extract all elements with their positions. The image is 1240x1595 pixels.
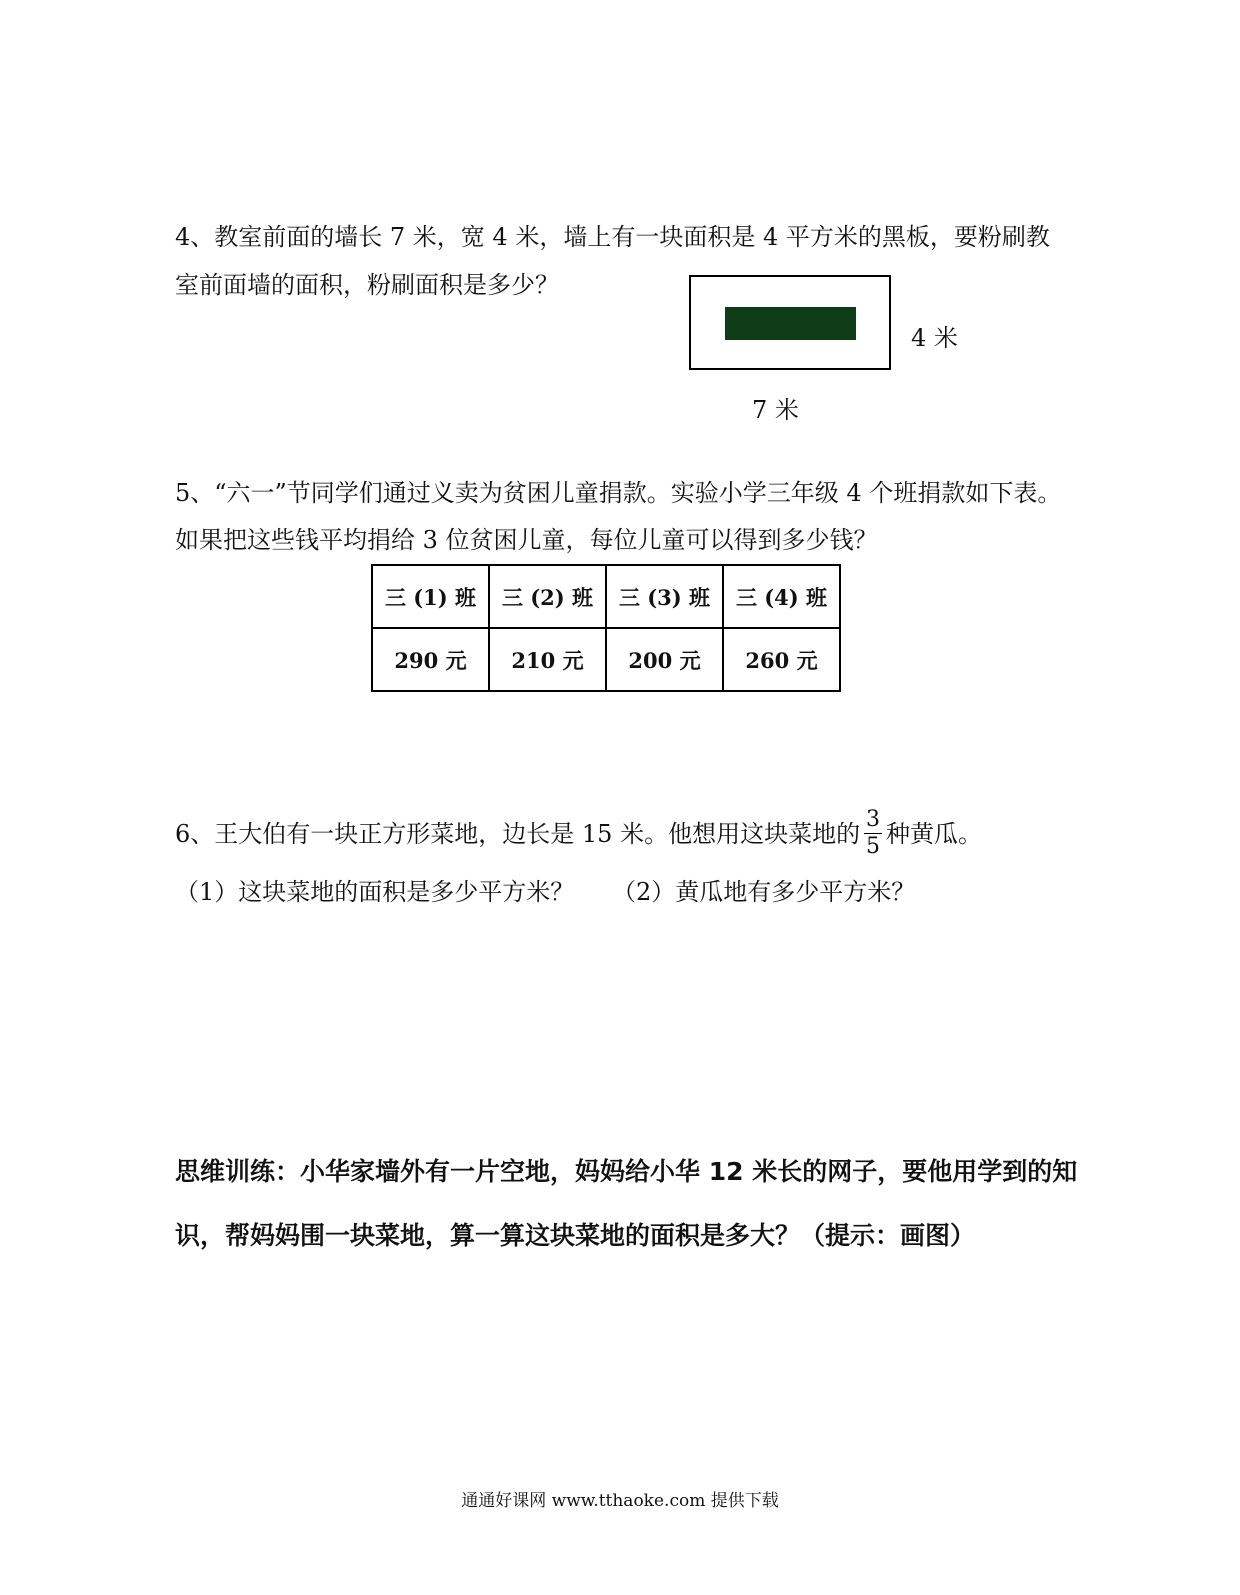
q5-text-line1: 5、“六一”节同学们通过义卖为贫困儿童捐款。实验小学三年级 4 个班捐款如下表。 bbox=[175, 479, 1062, 507]
table-cell: 260 元 bbox=[723, 628, 840, 691]
table-row bbox=[372, 628, 840, 691]
fraction-numerator: 3 bbox=[866, 807, 880, 832]
footer-text: 通通好课网 www.tthaoke.com 提供下载 bbox=[461, 1491, 779, 1511]
wall-height-label: 4 米 bbox=[911, 324, 958, 352]
q5-text-line2: 如果把这些钱平均捐给 3 位贫困儿童，每位儿童可以得到多少钱？ bbox=[175, 526, 878, 554]
wall-width-label: 7 米 bbox=[752, 396, 799, 424]
table-header-cell: 三 (4) 班 bbox=[723, 565, 840, 628]
q6-sub-question-1: （1）这块菜地的面积是多少平方米？ bbox=[175, 878, 575, 906]
q6-text-after: 种黄瓜。 bbox=[886, 820, 982, 848]
table-cell: 290 元 bbox=[372, 628, 489, 691]
fraction-denominator: 5 bbox=[866, 834, 880, 859]
q4-text-line2: 室前面墙的面积，粉刷面积是多少？ bbox=[175, 271, 559, 299]
thinking-line1: 思维训练：小华家墙外有一片空地，妈妈给小华 12 米长的网子，要他用学到的知 bbox=[175, 1157, 1078, 1186]
table-cell: 210 元 bbox=[489, 628, 606, 691]
q6-text-before: 6、王大伯有一块正方形菜地，边长是 15 米。他想用这块菜地的 bbox=[175, 820, 861, 848]
fraction bbox=[864, 808, 882, 859]
donation-table bbox=[371, 564, 841, 692]
table-header-cell: 三 (3) 班 bbox=[606, 565, 723, 628]
table-cell: 200 元 bbox=[606, 628, 723, 691]
q6-sub-question-2: （2）黄瓜地有多少平方米？ bbox=[612, 878, 916, 906]
q4-text-line1: 4、教室前面的墙长 7 米，宽 4 米，墙上有一块面积是 4 平方米的黑板，要粉刷教 bbox=[175, 223, 1050, 251]
table-header-cell: 三 (2) 班 bbox=[489, 565, 606, 628]
thinking-line2: 识，帮妈妈围一块菜地，算一算这块菜地的面积是多大？（提示：画图） bbox=[175, 1221, 976, 1250]
table-header-cell: 三 (1) 班 bbox=[372, 565, 489, 628]
table-header-row bbox=[372, 565, 840, 628]
blackboard-rectangle bbox=[725, 307, 856, 340]
